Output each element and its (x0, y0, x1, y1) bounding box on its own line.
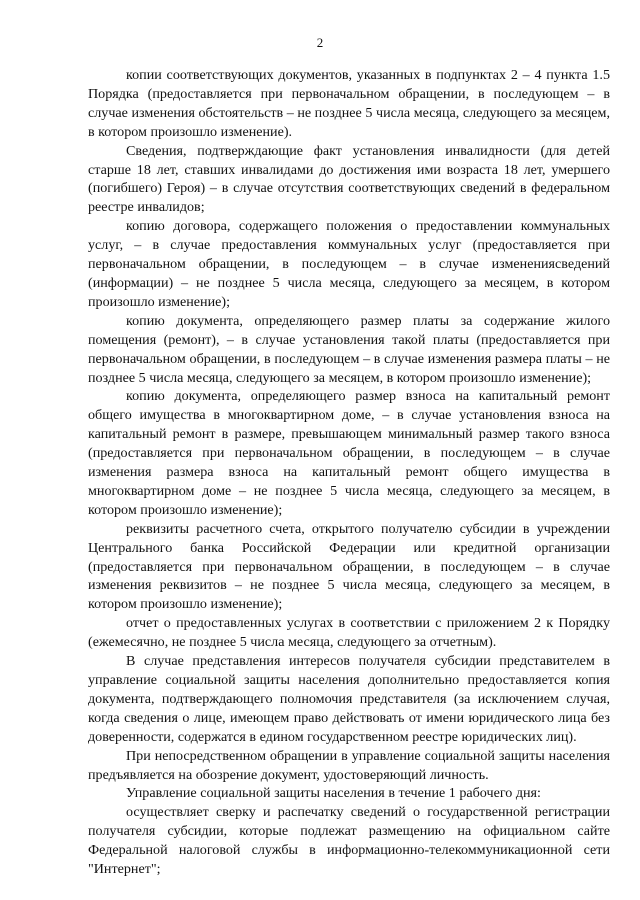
page-number: 2 (316, 35, 324, 50)
paragraph-bank-details: реквизиты расчетного счета, открытого получателю субсидии в учреждении Центрального банка Российской Федерации или кредитной организации (предоставляется при первоначальном обращении, в последующем – в случае изменения реквизитов – не позднее 5 числа месяца, следующего за месяцем, в котором произошло изменение); (88, 520, 610, 613)
paragraph-representative: В случае представления интересов получателя субсидии представителем в управление социальной защиты населения дополнительно предоставляется копия документа, подтверждающего полномочия представителя (за исключением случая, когда сведения о лице, имеющем право действовать от имени юридического лица без доверенности, содержатся в едином государственном реестре юридических лиц). (88, 653, 610, 745)
paragraph-documents-copies: копии соответствующих документов, указанных в подпунктах 2 – 4 пункта 1.5 Порядка (предоставляется при первоначальном обращении, в последующем – в случае изменения обстоятельств – не позднее 5 числа месяца, следующего за месяцем, в котором произошло изменение). (88, 67, 610, 140)
paragraph-services-report: отчет о предоставленных услугах в соответствии с приложением 2 к Порядку (ежемесячно, не позднее 5 числа месяца, следующего за отчетным). (88, 615, 610, 651)
paragraph-disability-info: Сведения, подтверждающие факт установления инвалидности (для детей старше 18 лет, ставших инвалидами до достижения ими возраста 18 лет, умершего (погибшего) Героя) – в случае отсутствия соответствующих сведений в федеральном реестре инвалидов; (88, 142, 610, 216)
paragraph-maintenance-fee: копию документа, определяющего размер платы за содержание жилого помещения (ремонт), – в случае установления такой платы (предоставляется при первоначальном обращении, в последующем – в случае изменения размера платы – не позднее 5 числа месяца, следующего за месяцем, в котором произошло изменение); (88, 312, 610, 386)
paragraph-social-protection-duties: Управление социальной защиты населения в течение 1 рабочего дня: (126, 785, 541, 802)
paragraph-utility-contract: копию договора, содержащего положения о предоставлении коммунальных услуг, – в случае предоставления коммунальных услуг (предоставляется при первоначальном обращении, в последующем – в случае изменениясведений (информации) – не позднее 5 числа месяца, следующего за месяцем, в котором произошло изменение); (88, 218, 610, 310)
document-body (88, 66, 610, 879)
paragraph-registration-check: осуществляет сверку и распечатку сведений о государственной регистрации получателя субсидии, которые подлежат размещению на официальном сайте Федеральной налоговой службы в информационно-телекоммуникационной сети "Интернет"; (88, 804, 610, 878)
paragraph-capital-repair: копию документа, определяющего размер взноса на капитальный ремонт общего имущества в многоквартирном доме, – в случае установления взноса на капитальный ремонт в размере, превышающем минимальный размер такого взноса (предоставляется при первоначальном обращении, в последующем – в случае изменения размера взноса на капитальный ремонт общего имущества в многоквартирном доме – не позднее 5 числа месяца, следующего за месяцем, в котором произошло изменение); (88, 388, 610, 518)
paragraph-identity-document: При непосредственном обращении в управление социальной защиты населения предъявляется на обозрение документ, удостоверяющий личность. (88, 747, 610, 783)
